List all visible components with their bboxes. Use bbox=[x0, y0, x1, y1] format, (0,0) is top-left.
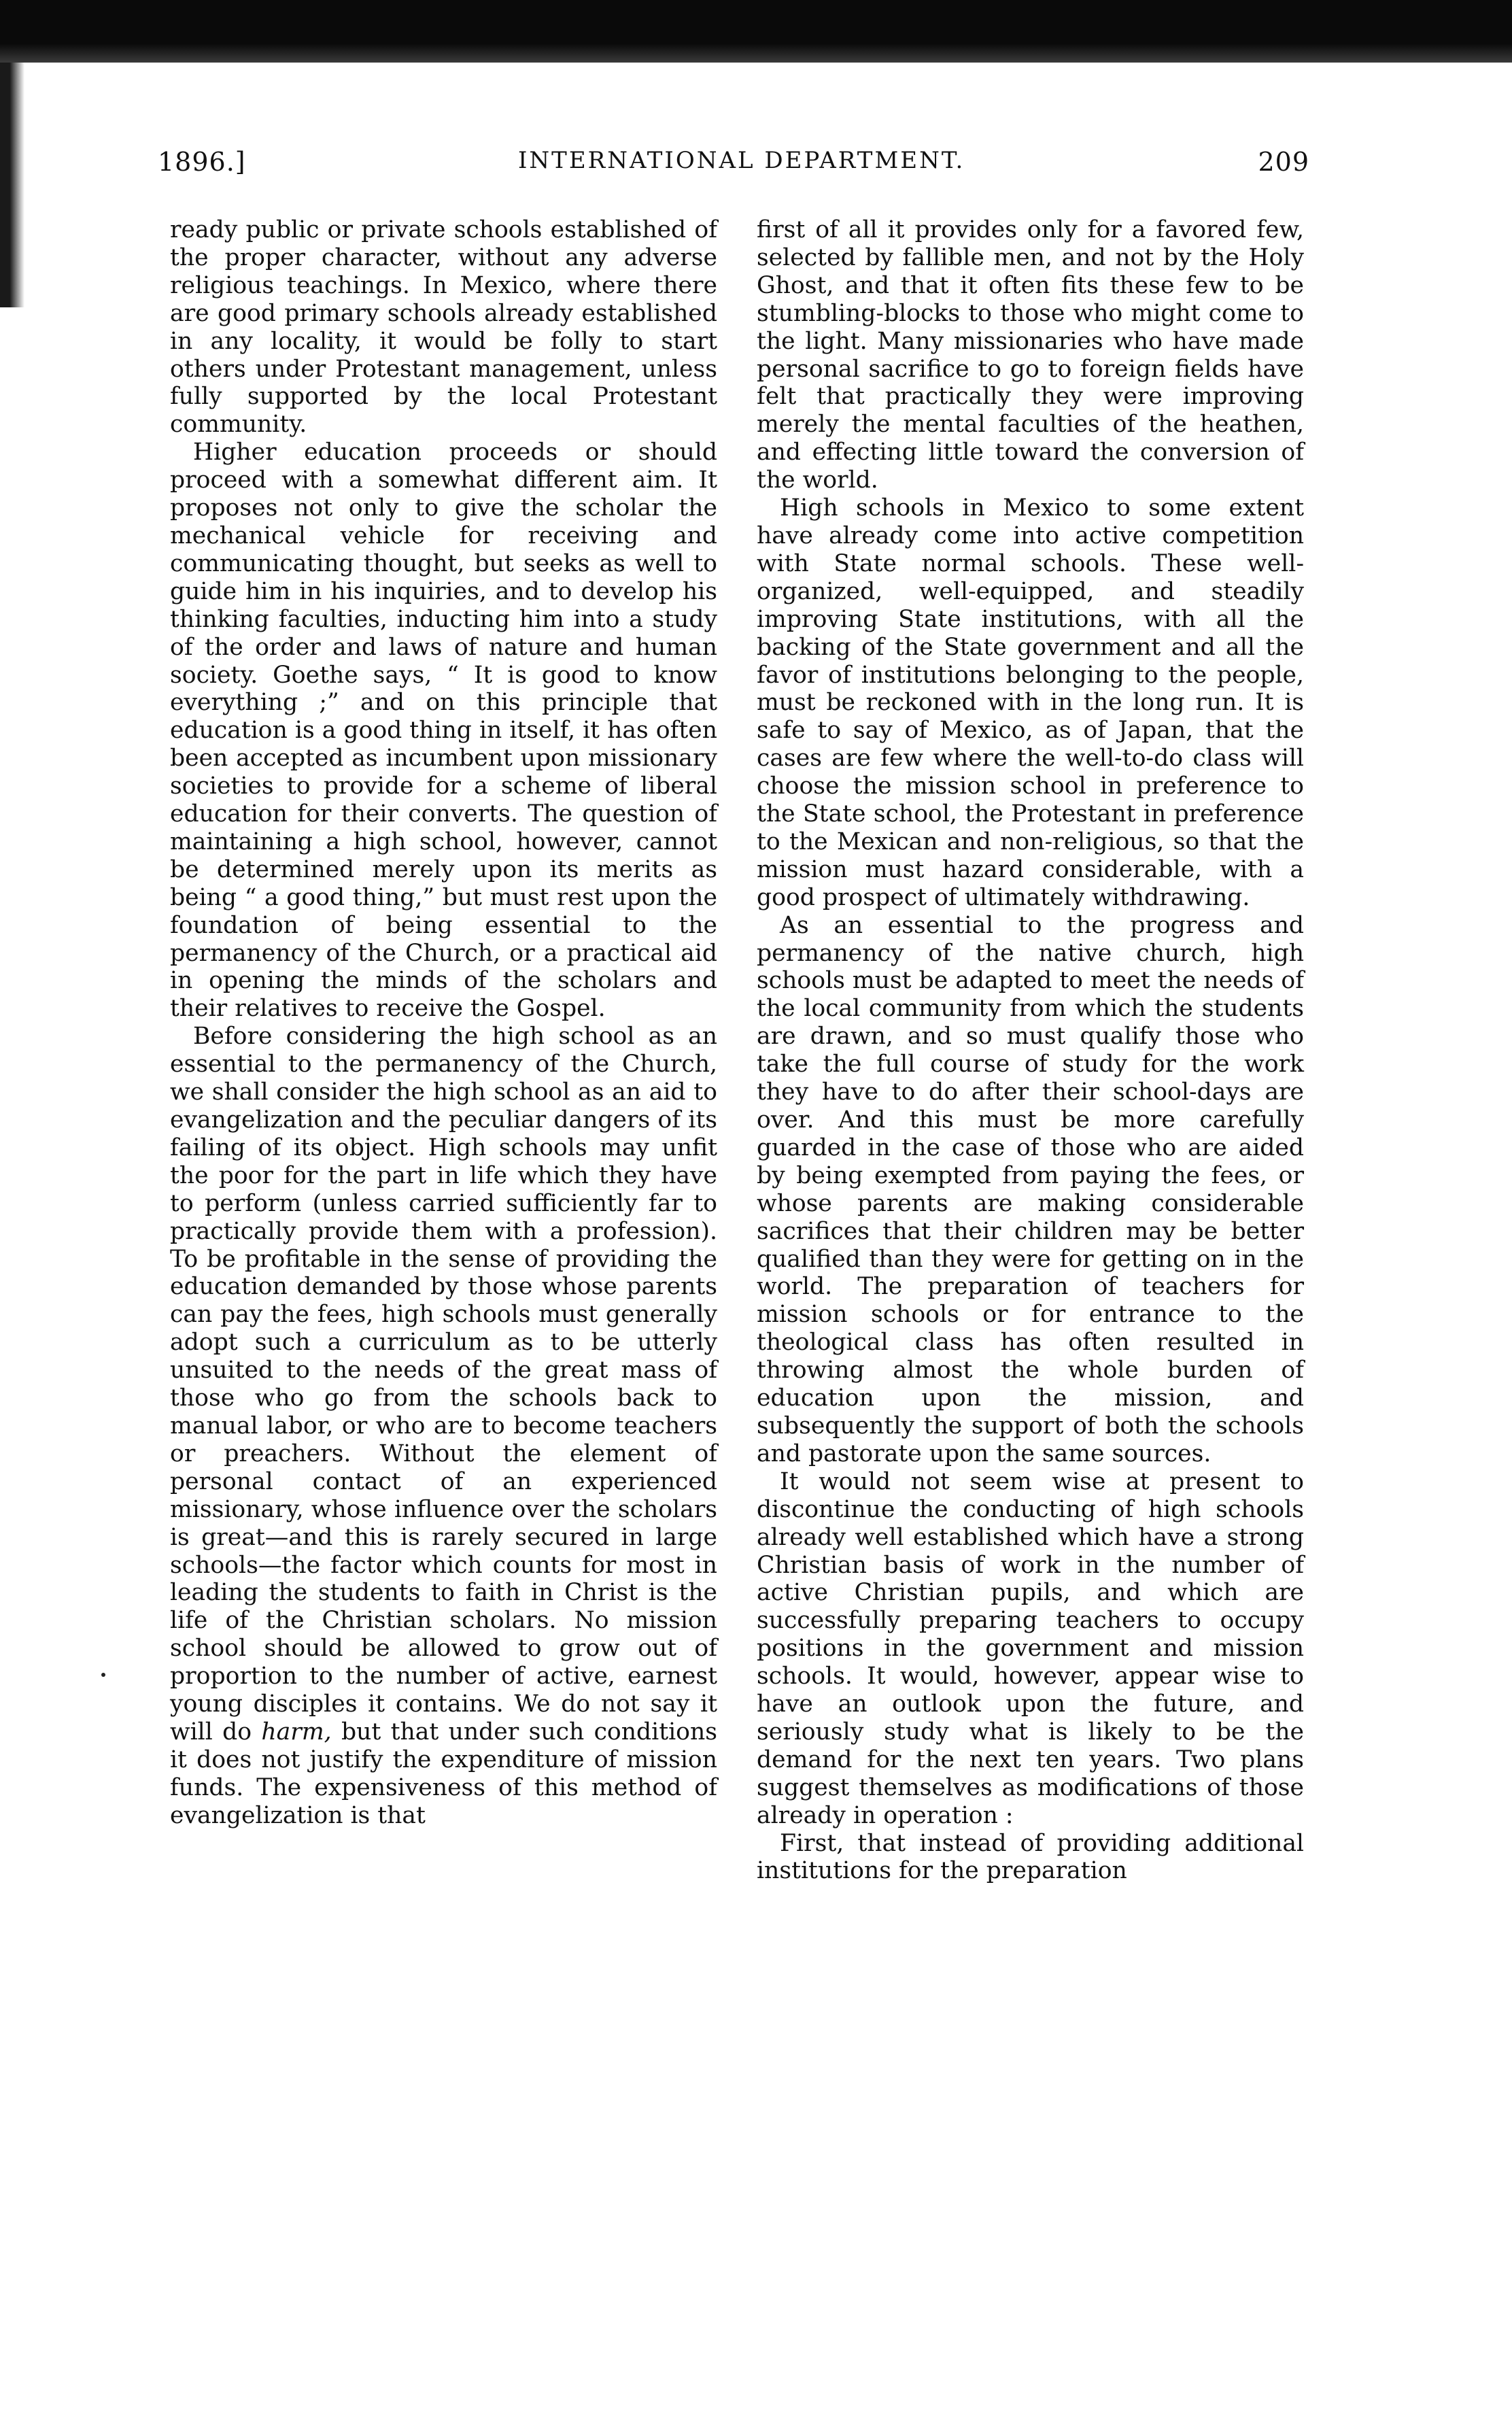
emphasis-harm: harm, bbox=[261, 1718, 332, 1746]
paragraph-before-considering bbox=[170, 1023, 717, 1829]
running-head bbox=[158, 147, 1309, 188]
left-column bbox=[170, 216, 717, 1830]
paragraph-first-plan: First, that instead of providing additional institutions for the preparation bbox=[757, 1829, 1304, 1885]
page-number: 209 bbox=[1258, 147, 1309, 177]
scan-top-edge bbox=[0, 0, 1512, 63]
paragraph-higher-education: Higher education proceeds or should proceed with a somewhat different aim. It proposes not only to give the scholar the mechanical vehicle for receiving and communicating thought, but seeks as well to guide him in his inquiries, and to develop his thinking faculties, inducting him into a study of the order and laws of nature and human society. Goethe says, “ It is good to know everything ;” and on this principle that education is a good thing in itself, it has often been accepted as incumbent upon missionary societies to provide for a scheme of liberal education for their converts. The question of maintaining a high school, however, cannot be determined merely upon its merits as being “ a good thing,” but must rest upon the foundation of being essential to the permanency of the Church, or a practical aid in opening the minds of the scholars and their relatives to receive the Gospel. bbox=[170, 439, 717, 1023]
margin-ink-dot bbox=[101, 1673, 105, 1677]
header-year: 1896.] bbox=[158, 147, 246, 177]
paragraph-before-considering-end: but that under such conditions it does not justify the expenditure of mission funds. The expensiveness of this method of evangelization is that bbox=[170, 1718, 718, 1829]
right-column bbox=[757, 216, 1304, 1885]
paragraph-not-seem-wise: It would not seem wise at present to discontinue the conducting of high schools already well established which have a strong Christian basis of work in the number of active Christian pupils, and which are successfully preparing teachers to occupy positions in the government and mission schools. It would, however, appear wise to have an outlook upon the future, and seriously study what is likely to be the demand for the next ten years. Two plans suggest themselves as modifications of those already in operation : bbox=[757, 1467, 1304, 1829]
paragraph-before-considering-text: Before considering the high school as an essential to the permanency of the Church, we shall consider the high school as an aid to evangelization and the peculiar dangers of its failing of its object. High schools may unfit the poor for the part in life which they have to perform (unless carried sufficiently far to practically provide them with a profession). To be profitable in the sense of providing the education demanded by those whose parents can pay the fees, high schools must generally adopt such a curriculum as to be utterly unsuited to the needs of the great mass of those who go from the schools back to manual labor, or who are to become teachers or preachers. Without the element of personal contact of an experienced missionary, whose influence over the scholars is great—and this is rarely secured in large schools—the factor which counts for most in leading the students to faith in Christ is the life of the Christian scholars. No mission school should be allowed to grow out of proportion to the number of active, earnest young disciples it contains. We do not say it will do bbox=[170, 1023, 717, 1746]
paragraph-schools-established: ready public or private schools established of the proper character, without any adverse religious teachings. In Mexico, where there are good primary schools already established in any locality, it would be folly to start others under Protestant management, unless fully supported by the local Protestant community. bbox=[170, 216, 717, 439]
paragraph-essential-progress: As an essential to the progress and permanency of the native church, high schools must be adapted to meet the needs of the local community from which the students are drawn, and so must qualify those who take the full course of study for the work they have to do after their school-days are over. And this must be more carefully guarded in the case of those who are aided by being exempted from paying the fees, or whose parents are making considerable sacrifices that their children may be better qualified than they were for getting on in the world. The preparation of teachers for mission schools or for entrance to the theological class has often resulted in throwing almost the whole burden of education upon the mission, and subsequently the support of both the schools and pastorate upon the same sources. bbox=[757, 911, 1304, 1467]
header-title: INTERNATIONAL DEPARTMENT. bbox=[518, 147, 965, 174]
paragraph-high-schools-mexico: High schools in Mexico to some extent have already come into active competition with State normal schools. These well-organized, well-equipped, and steadily improving State institutions, with all the backing of the State government and all the favor of institutions belonging to the people, must be reckoned with in the long run. It is safe to say of Mexico, as of Japan, that the cases are few where the well-to-do class will choose the mission school in preference to the State school, the Protestant in preference to the Mexican and non-religious, so that the mission must hazard considerable, with a good prospect of ultimately withdrawing. bbox=[757, 494, 1304, 911]
paragraph-favored-few: first of all it provides only for a favored few, selected by fallible men, and not by the Holy Ghost, and that it often fits these few to be stumbling-blocks to those who might come to the light. Many missionaries who have made personal sacrifice to go to foreign fields have felt that practically they were improving merely the mental faculties of the heathen, and effecting little toward the conversion of the world. bbox=[757, 216, 1304, 494]
scan-left-edge bbox=[0, 63, 24, 307]
